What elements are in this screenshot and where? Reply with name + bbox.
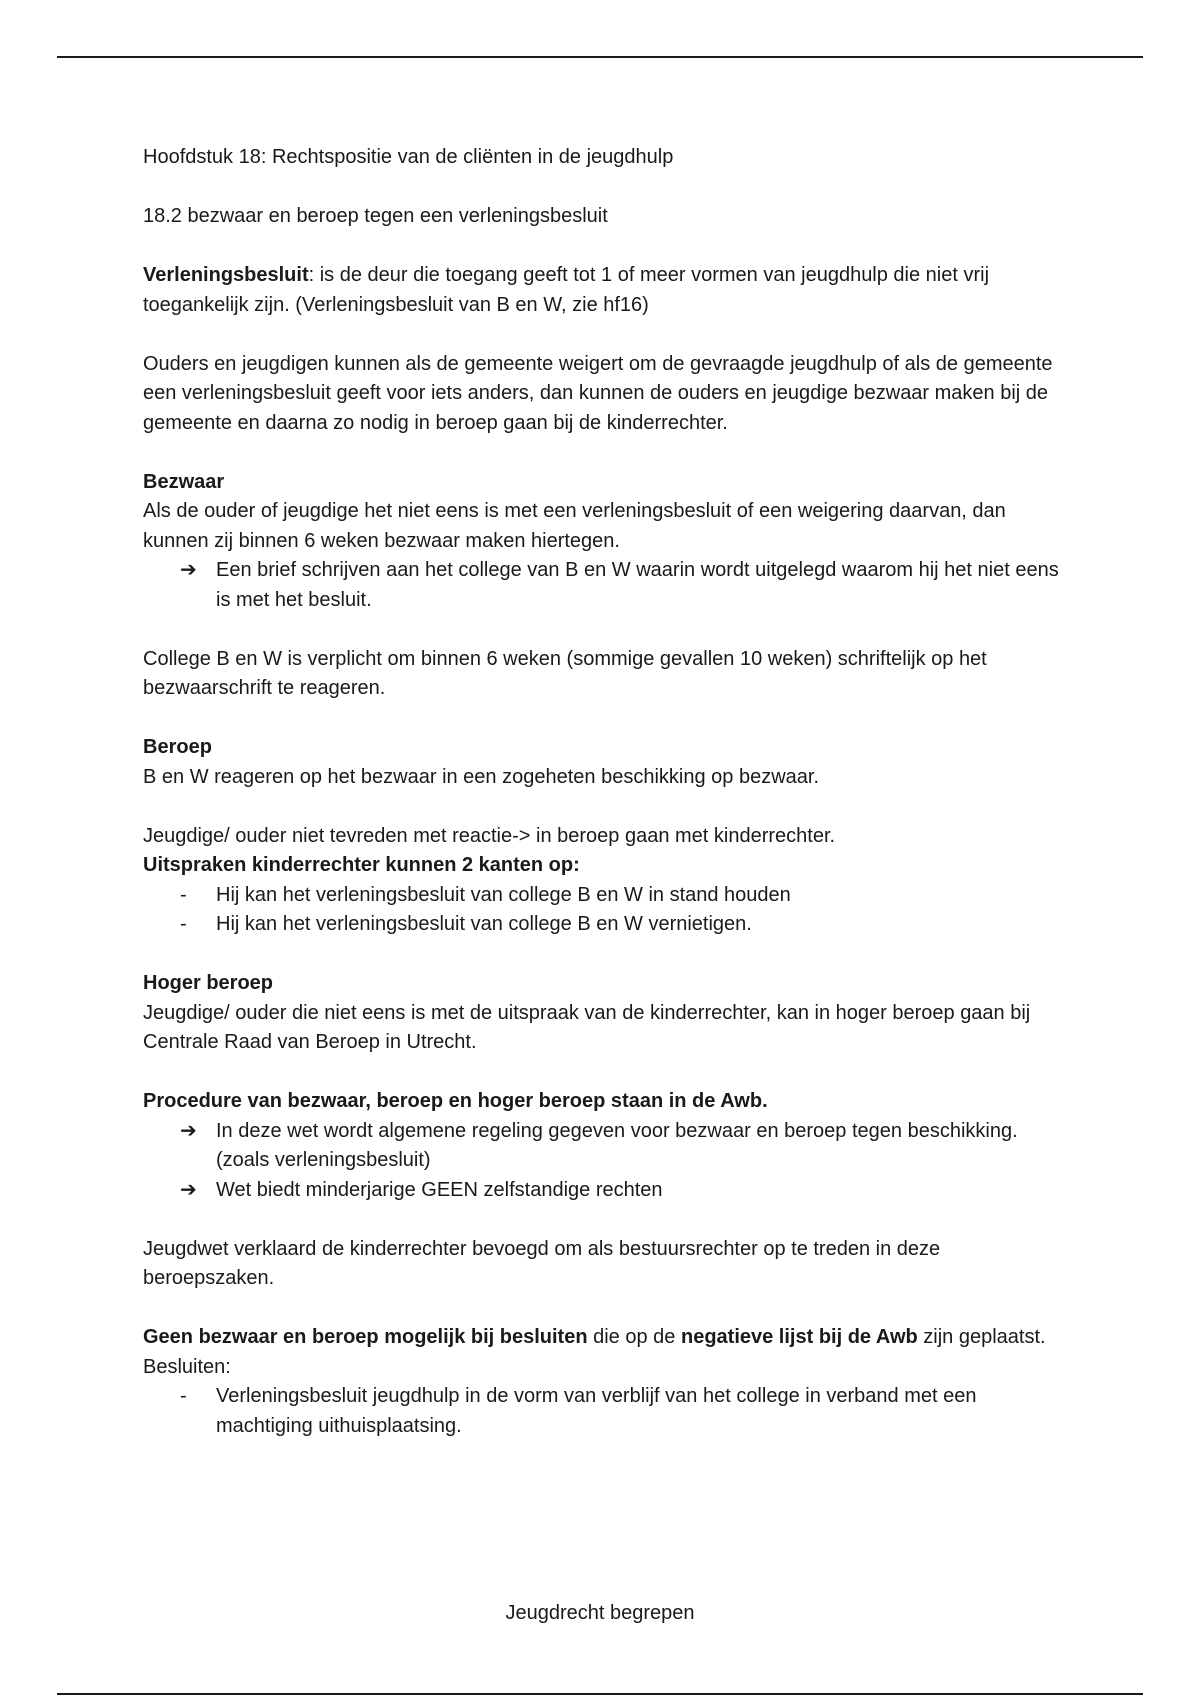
list-item — [143, 910, 1063, 940]
jeugdwet-paragraph: Jeugdwet verklaard de kinderrechter bevoegd om als bestuursrechter op te treden in deze beroepszaken. — [143, 1237, 941, 1289]
dash-bullet-icon: - — [180, 883, 187, 906]
hoger-beroep-title: Hoger beroep — [143, 972, 274, 994]
hoger-beroep-text: Jeugdige/ ouder die niet eens is met de uitspraak van de kinderrechter, kan in hoger beroep gaan bij Centrale Raad van Beroep in Utrecht. — [143, 1001, 1031, 1053]
arrow-icon: ➔ — [180, 559, 197, 581]
bezwaar-followup: College B en W is verplicht om binnen 6 weken (sommige gevallen 10 weken) schriftelijk op het bezwaarschrift te reageren. — [143, 647, 987, 699]
beroep-text: B en W reageren op het bezwaar in een zogeheten beschikking op bezwaar. — [143, 765, 819, 788]
list-item-text: Hij kan het verleningsbesluit van college B en W vernietigen. — [216, 913, 752, 935]
intro-paragraph: Ouders en jeugdigen kunnen als de gemeente weigert om de gevraagde jeugdhulp of als de gemeente een verleningsbesluit geeft voor iets anders, dan kunnen de ouders en jeugdige bezwaar maken bij de gemeente en daarna zo nodig in beroep gaan bij de kinderrechter. — [143, 352, 1053, 434]
beroep-bold-line: Uitspraken kinderrechter kunnen 2 kanten op: — [143, 854, 580, 876]
procedure-title: Procedure van bezwaar, beroep en hoger beroep staan in de Awb. — [143, 1090, 768, 1112]
bezwaar-text: Als de ouder of jeugdige het niet eens is met een verleningsbesluit of een weigering daarvan, dan kunnen zij binnen 6 weken bezwaar maken hiertegen. — [143, 500, 1006, 552]
dash-bullet-icon: - — [180, 1385, 187, 1407]
list-item-text: Verleningsbesluit jeugdhulp in de vorm van verblijf van het college in verband met een machtiging uithuisplaatsing. — [216, 1385, 977, 1437]
list-item-text: In deze wet wordt algemene regeling gegeven voor bezwaar en beroep tegen beschikking. (zoals verleningsbesluit) — [216, 1119, 1018, 1171]
negatieve-lijst-bold: negatieve lijst bij de Awb — [680, 1326, 918, 1348]
list-item — [143, 1176, 1063, 1206]
definition-paragraph — [143, 261, 1063, 320]
list-item — [143, 1382, 1063, 1441]
geen-bezwaar-bold: Geen bezwaar en beroep mogelijk bij besluiten — [143, 1326, 588, 1348]
header-rule — [57, 56, 1143, 58]
arrow-icon: ➔ — [180, 1178, 197, 1201]
document-body — [143, 143, 1063, 1441]
chapter-heading: Hoofdstuk 18: Rechtspositie van de cliënten in de jeugdhulp — [143, 146, 674, 168]
bezwaar-title: Bezwaar — [143, 470, 225, 493]
list-item-text: Hij kan het verleningsbesluit van college B en W in stand houden — [216, 883, 791, 906]
definition-term: Verleningsbesluit — [143, 264, 309, 286]
list-item — [143, 881, 1063, 911]
list-item — [143, 1117, 1063, 1176]
geen-bezwaar-text-end: zijn geplaatst. — [917, 1326, 1046, 1348]
list-item-text: Wet biedt minderjarige GEEN zelfstandige rechten — [216, 1178, 663, 1201]
geen-bezwaar-text: die op de — [587, 1326, 681, 1348]
geen-bezwaar-paragraph — [143, 1323, 1063, 1353]
section-heading: 18.2 bezwaar en beroep tegen een verleningsbesluit — [143, 205, 608, 227]
page-footer: Jeugdrecht begrepen — [505, 1602, 695, 1624]
footer-rule — [57, 1693, 1143, 1695]
dash-bullet-icon: - — [180, 913, 187, 935]
arrow-icon: ➔ — [180, 1119, 197, 1142]
besluiten-label: Besluiten: — [143, 1355, 231, 1378]
beroep-text-2: Jeugdige/ ouder niet tevreden met reactie-> in beroep gaan met kinderrechter. — [143, 824, 836, 847]
beroep-title: Beroep — [143, 736, 212, 758]
definition-text: : is de deur die toegang geeft tot 1 of meer vormen van jeugdhulp die niet vrij toegankelijk zijn. (Verleningsbesluit van B en W, zie hf16) — [143, 264, 990, 316]
list-item — [143, 556, 1063, 615]
list-item-text: Een brief schrijven aan het college van B en W waarin wordt uitgelegd waarom hij het niet eens is met het besluit. — [216, 559, 1059, 611]
